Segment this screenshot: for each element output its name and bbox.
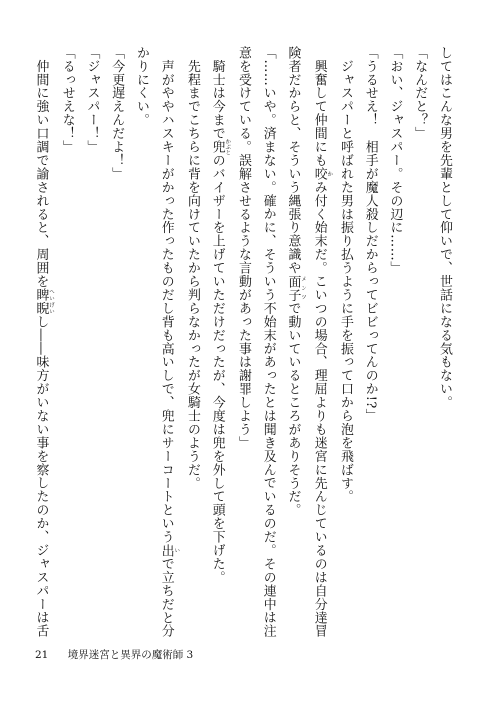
ruby-base: 兜: [209, 138, 225, 156]
text-line: [332, 46, 357, 624]
page-footer: [35, 647, 193, 662]
text-run: ジャスパーと呼ばれた男は振り払うように手を振って口から泡を飛ばす。: [338, 46, 353, 504]
ruby-annotation: [285, 274, 306, 302]
page-number: 21: [35, 649, 49, 661]
ruby-reading: か: [326, 167, 333, 181]
text-line: [179, 46, 204, 624]
text-line: [357, 46, 382, 624]
text-line: [79, 46, 104, 624]
text-run: 意を受けている。誤解させるような言動があった事は謝罪しよう」: [236, 46, 251, 450]
text-run: 先程までこちらに背を向けていたから判らなかったが女騎士のようだ。: [185, 46, 200, 490]
text-run: 「ジャスパー！」: [84, 46, 100, 154]
text-line: [230, 46, 255, 624]
text-run: してはこんな男を先輩として仰いで、世話になる気もない。: [437, 46, 452, 410]
text-line: [407, 46, 432, 624]
text-line: [153, 46, 180, 638]
ruby-base: 睥睨: [33, 288, 49, 316]
book-title: 境界迷宮と異界の魔術師 3: [67, 649, 194, 661]
text-run: 騎士は今まで: [209, 46, 225, 141]
vertical-text-block: [28, 46, 456, 638]
ruby-annotation: [158, 543, 180, 558]
text-run: 興奮して仲間にも: [311, 46, 327, 168]
ruby-base: 咬: [311, 167, 327, 181]
text-line: [104, 46, 129, 624]
text-line: [128, 46, 153, 624]
ruby-reading: かぶと: [224, 138, 231, 156]
text-line: [382, 46, 407, 624]
text-run: で動いているところがありそうだ。: [285, 301, 301, 517]
text-run: のバイザーを上げていただけだったが、今度は兜を外して頭を下げた。: [209, 153, 225, 585]
text-line: [204, 46, 230, 624]
ruby-reading: い: [173, 543, 180, 558]
text-run: 険者だからと、そういう縄張り意識や: [285, 46, 301, 275]
ruby-base: 出: [158, 543, 174, 558]
text-line: [431, 46, 456, 624]
ruby-base: 面子: [285, 274, 301, 302]
text-line: [306, 46, 333, 638]
ruby-reading: へいげい: [48, 288, 54, 316]
text-line: [54, 46, 79, 624]
text-run: 「うるせえ！ 相手が魔人殺しだからってビビってんのか!?」: [362, 46, 378, 423]
text-run: 「なんだと？」: [412, 46, 428, 141]
text-run: 「るっせえな！」: [59, 46, 75, 154]
text-line: [28, 46, 54, 638]
ruby-annotation: [209, 138, 231, 156]
text-run: 仲間に強い口調で諭されると、周囲を: [33, 46, 49, 289]
text-run: 「今更遅えんだよ！」: [109, 46, 125, 181]
text-run: 「おい、ジャスパー。その辺に……」: [387, 46, 403, 275]
text-line: [280, 46, 306, 624]
text-run: で立ちだと分: [158, 557, 174, 638]
text-run: 声がややハスキーがかった作ったものだし背も高いしで、兜にサーコートという: [158, 46, 174, 544]
text-run: み付く始末だ。こいつの場合、理屈よりも迷宮に先んじているのは自分達冒: [311, 180, 327, 638]
text-run: 「……いや。済まない。確かに、そういう不始末があったとは聞き及んでいるのだ。その連中は注: [260, 46, 276, 638]
ruby-reading: メンツ: [300, 274, 306, 302]
ruby-annotation: [311, 167, 333, 181]
text-run: し――味方がいない事を察したのか、ジャスパーは舌: [33, 315, 49, 638]
text-line: [255, 46, 280, 638]
text-run: かりにくい。: [134, 46, 149, 127]
ruby-annotation: [33, 288, 54, 316]
